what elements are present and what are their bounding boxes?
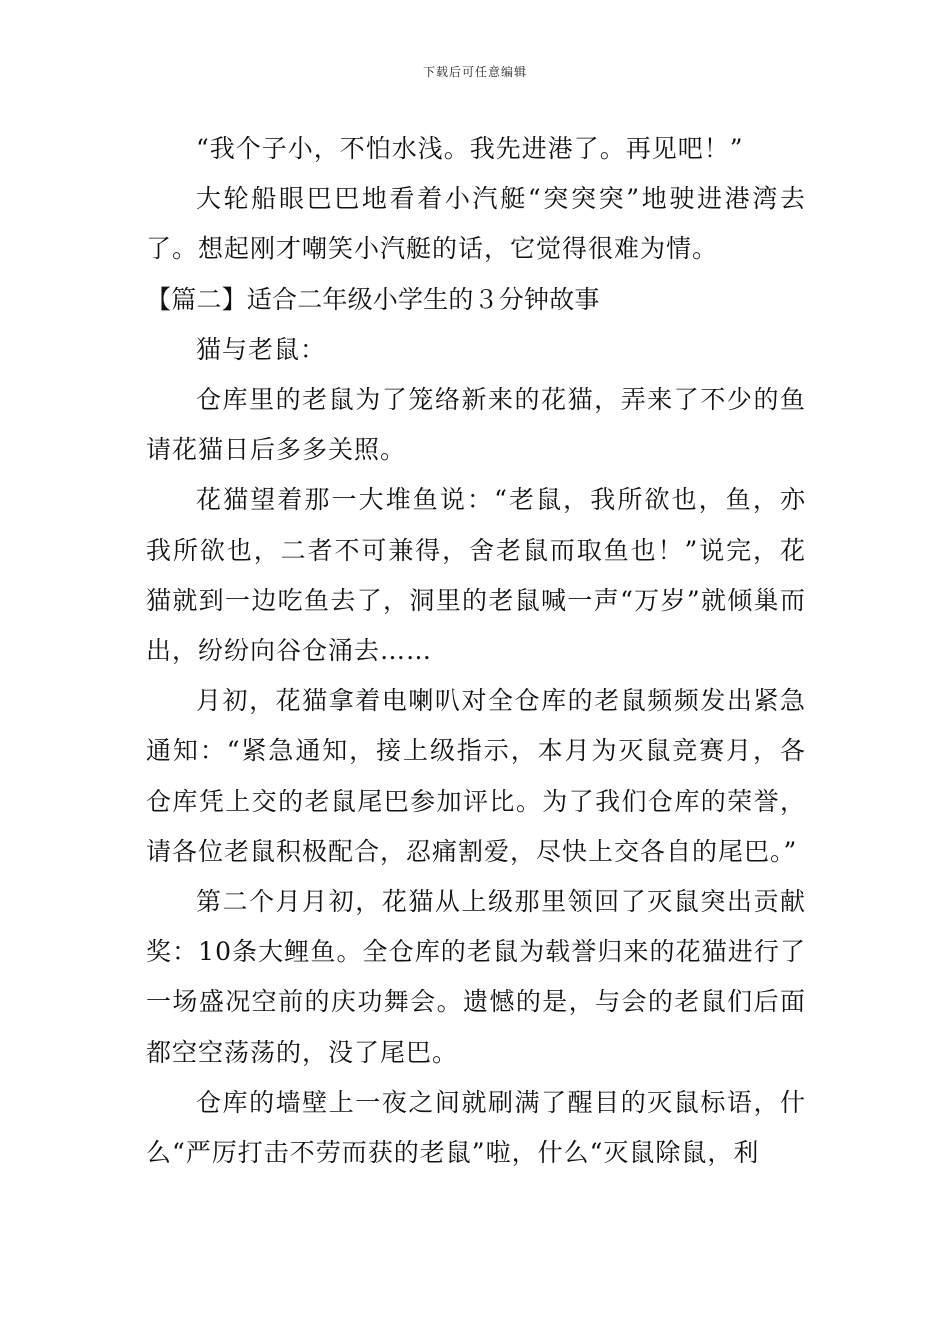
paragraph-cat-speech: 花猫望着那一大堆鱼说：“老鼠，我所欲也，鱼，亦我所欲也，二者不可兼得，舍老鼠而取鱼也！”说完，花猫就到一边吃鱼去了，洞里的老鼠喊一声“万岁”就倾巢而出，纷纷向谷仓涌去…… [146,485,806,666]
story-title: 猫与老鼠： [196,334,327,364]
paragraph-slogans: 仓库的墙壁上一夜之间就刷满了醒目的灭鼠标语，什么“严厉打击不劳而获的老鼠”啦，什么“灭鼠除鼠，利 [146,1087,806,1168]
page-header: 下载后可任意编辑 [422,65,527,79]
paragraph-urgent-notice: 月初，花猫拿着电喇叭对全仓库的老鼠频频发出紧急通知：“紧急通知，接上级指示，本月为灭鼠竞赛月，各仓库凭上交的老鼠尾巴参加评比。为了我们仓库的荣誉，请各位老鼠积极配合，忍痛割爱，尽快上交各自的尾巴。” [146,686,806,866]
paragraph-quote-farewell: “我个子小，不怕水浅。我先进港了。再见吧！” [196,134,744,163]
paragraph-ship-embarrassed: 大轮船眼巴巴地看着小汽艇“突突突”地驶进港湾去了。想起刚才嘲笑小汽艇的话，它觉得很难为情。 [146,184,806,264]
paragraph-award: 第二个月月初，花猫从上级那里领回了灭鼠突出贡献奖：10条大鲤鱼。全仓库的老鼠为载誉归来的花猫进行了一场盛况空前的庆功舞会。遗憾的是，与会的老鼠们后面都空空荡荡的，没了尾巴。 [146,887,806,1067]
paragraph-bribe: 仓库里的老鼠为了笼络新来的花猫，弄来了不少的鱼请花猫日后多多关照。 [146,385,806,465]
section-heading-part-two: 【篇二】适合二年级小学生的３分钟故事 [146,284,600,314]
document-body [146,124,806,1178]
